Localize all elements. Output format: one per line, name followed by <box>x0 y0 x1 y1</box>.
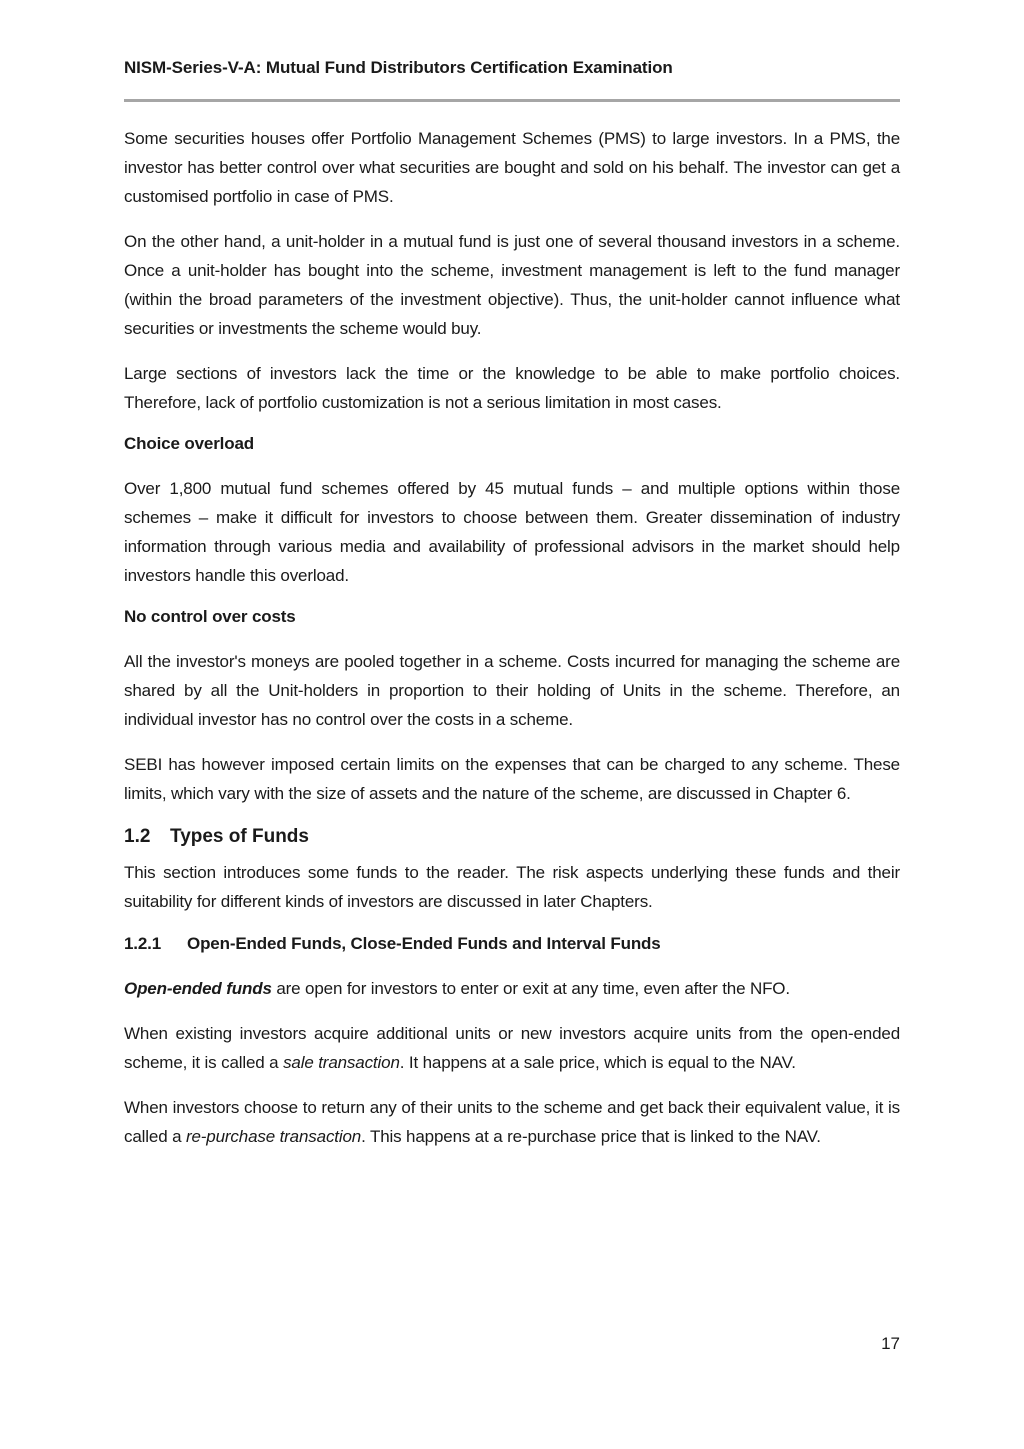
heading-choice-overload: Choice overload <box>124 434 255 453</box>
paragraph-pms: Some securities houses offer Portfolio Management Schemes (PMS) to large investors. In a PMS, the investor has better control over what securities are bought and sold on his behalf. The investor can get a customised portfolio in case of PMS. <box>124 129 900 206</box>
term-repurchase-transaction: re-purchase transaction <box>185 1127 362 1146</box>
paragraph-repurchase-transaction <box>124 1093 900 1151</box>
paragraph-unit-holder: On the other hand, a unit-holder in a mutual fund is just one of several thousand investors in a scheme. Once a unit-holder has bought into the scheme, investment management is left to the fund manager (within the broad parameters of the investment objective). Thus, the unit-holder cannot influence what securities or investments the scheme would buy. <box>124 232 900 338</box>
repurchase-text-b: . This happens at a re-purchase price that is linked to the NAV. <box>361 1127 821 1146</box>
paragraph-types-intro: This section introduces some funds to the reader. The risk aspects underlying these funds and their suitability for different kinds of investors are discussed in later Chapters. <box>124 863 900 911</box>
section-title: Types of Funds <box>170 826 309 847</box>
heading-no-control-costs: No control over costs <box>124 607 296 626</box>
section-heading-types-of-funds <box>124 824 900 850</box>
paragraph-choice-overload: Over 1,800 mutual fund schemes offered by 45 mutual funds – and multiple options within those schemes – make it difficult for investors to choose between them. Greater dissemination of industry information through various media and availability of professional advisors in the market should help investors handle this overload. <box>124 479 900 585</box>
sale-text-a: When existing investors acquire additional units or new investors acquire units from the open-ended scheme, it is called a <box>124 1024 900 1072</box>
section-number: 1.2 <box>124 826 151 847</box>
page-header: NISM-Series-V-A: Mutual Fund Distributors Certification Examination <box>124 58 673 77</box>
sale-text-b: . It happens at a sale price, which is equal to the NAV. <box>399 1053 796 1072</box>
page-content <box>124 124 900 1167</box>
page-number: 17 <box>881 1334 900 1353</box>
paragraph-customization: Large sections of investors lack the time or the knowledge to be able to make portfolio choices. Therefore, lack of portfolio customization is not a serious limitation in most cases. <box>124 364 900 412</box>
paragraph-sale-transaction <box>124 1019 900 1077</box>
paragraph-open-ended-text: are open for investors to enter or exit at any time, even after the NFO. <box>271 979 790 998</box>
subsection-number: 1.2.1 <box>124 934 162 953</box>
subsection-title: Open-Ended Funds, Close-Ended Funds and Interval Funds <box>187 934 661 953</box>
repurchase-text-a: When investors choose to return any of their units to the scheme and get back their equivalent value, it is called a <box>124 1098 900 1146</box>
paragraph-open-ended <box>124 974 900 1003</box>
paragraph-sebi-limits: SEBI has however imposed certain limits on the expenses that can be charged to any scheme. These limits, which vary with the size of assets and the nature of the scheme, are discussed in Chapter 6. <box>124 755 900 803</box>
subsection-heading-open-close-interval <box>124 933 900 955</box>
term-sale-transaction: sale transaction <box>283 1053 400 1072</box>
header-rule <box>124 99 900 102</box>
paragraph-costs: All the investor's moneys are pooled together in a scheme. Costs incurred for managing the scheme are shared by all the Unit-holders in proportion to their holding of Units in the scheme. Therefore, an individual investor has no control over the costs in a scheme. <box>124 652 900 729</box>
term-open-ended-funds: Open-ended funds <box>124 979 272 998</box>
